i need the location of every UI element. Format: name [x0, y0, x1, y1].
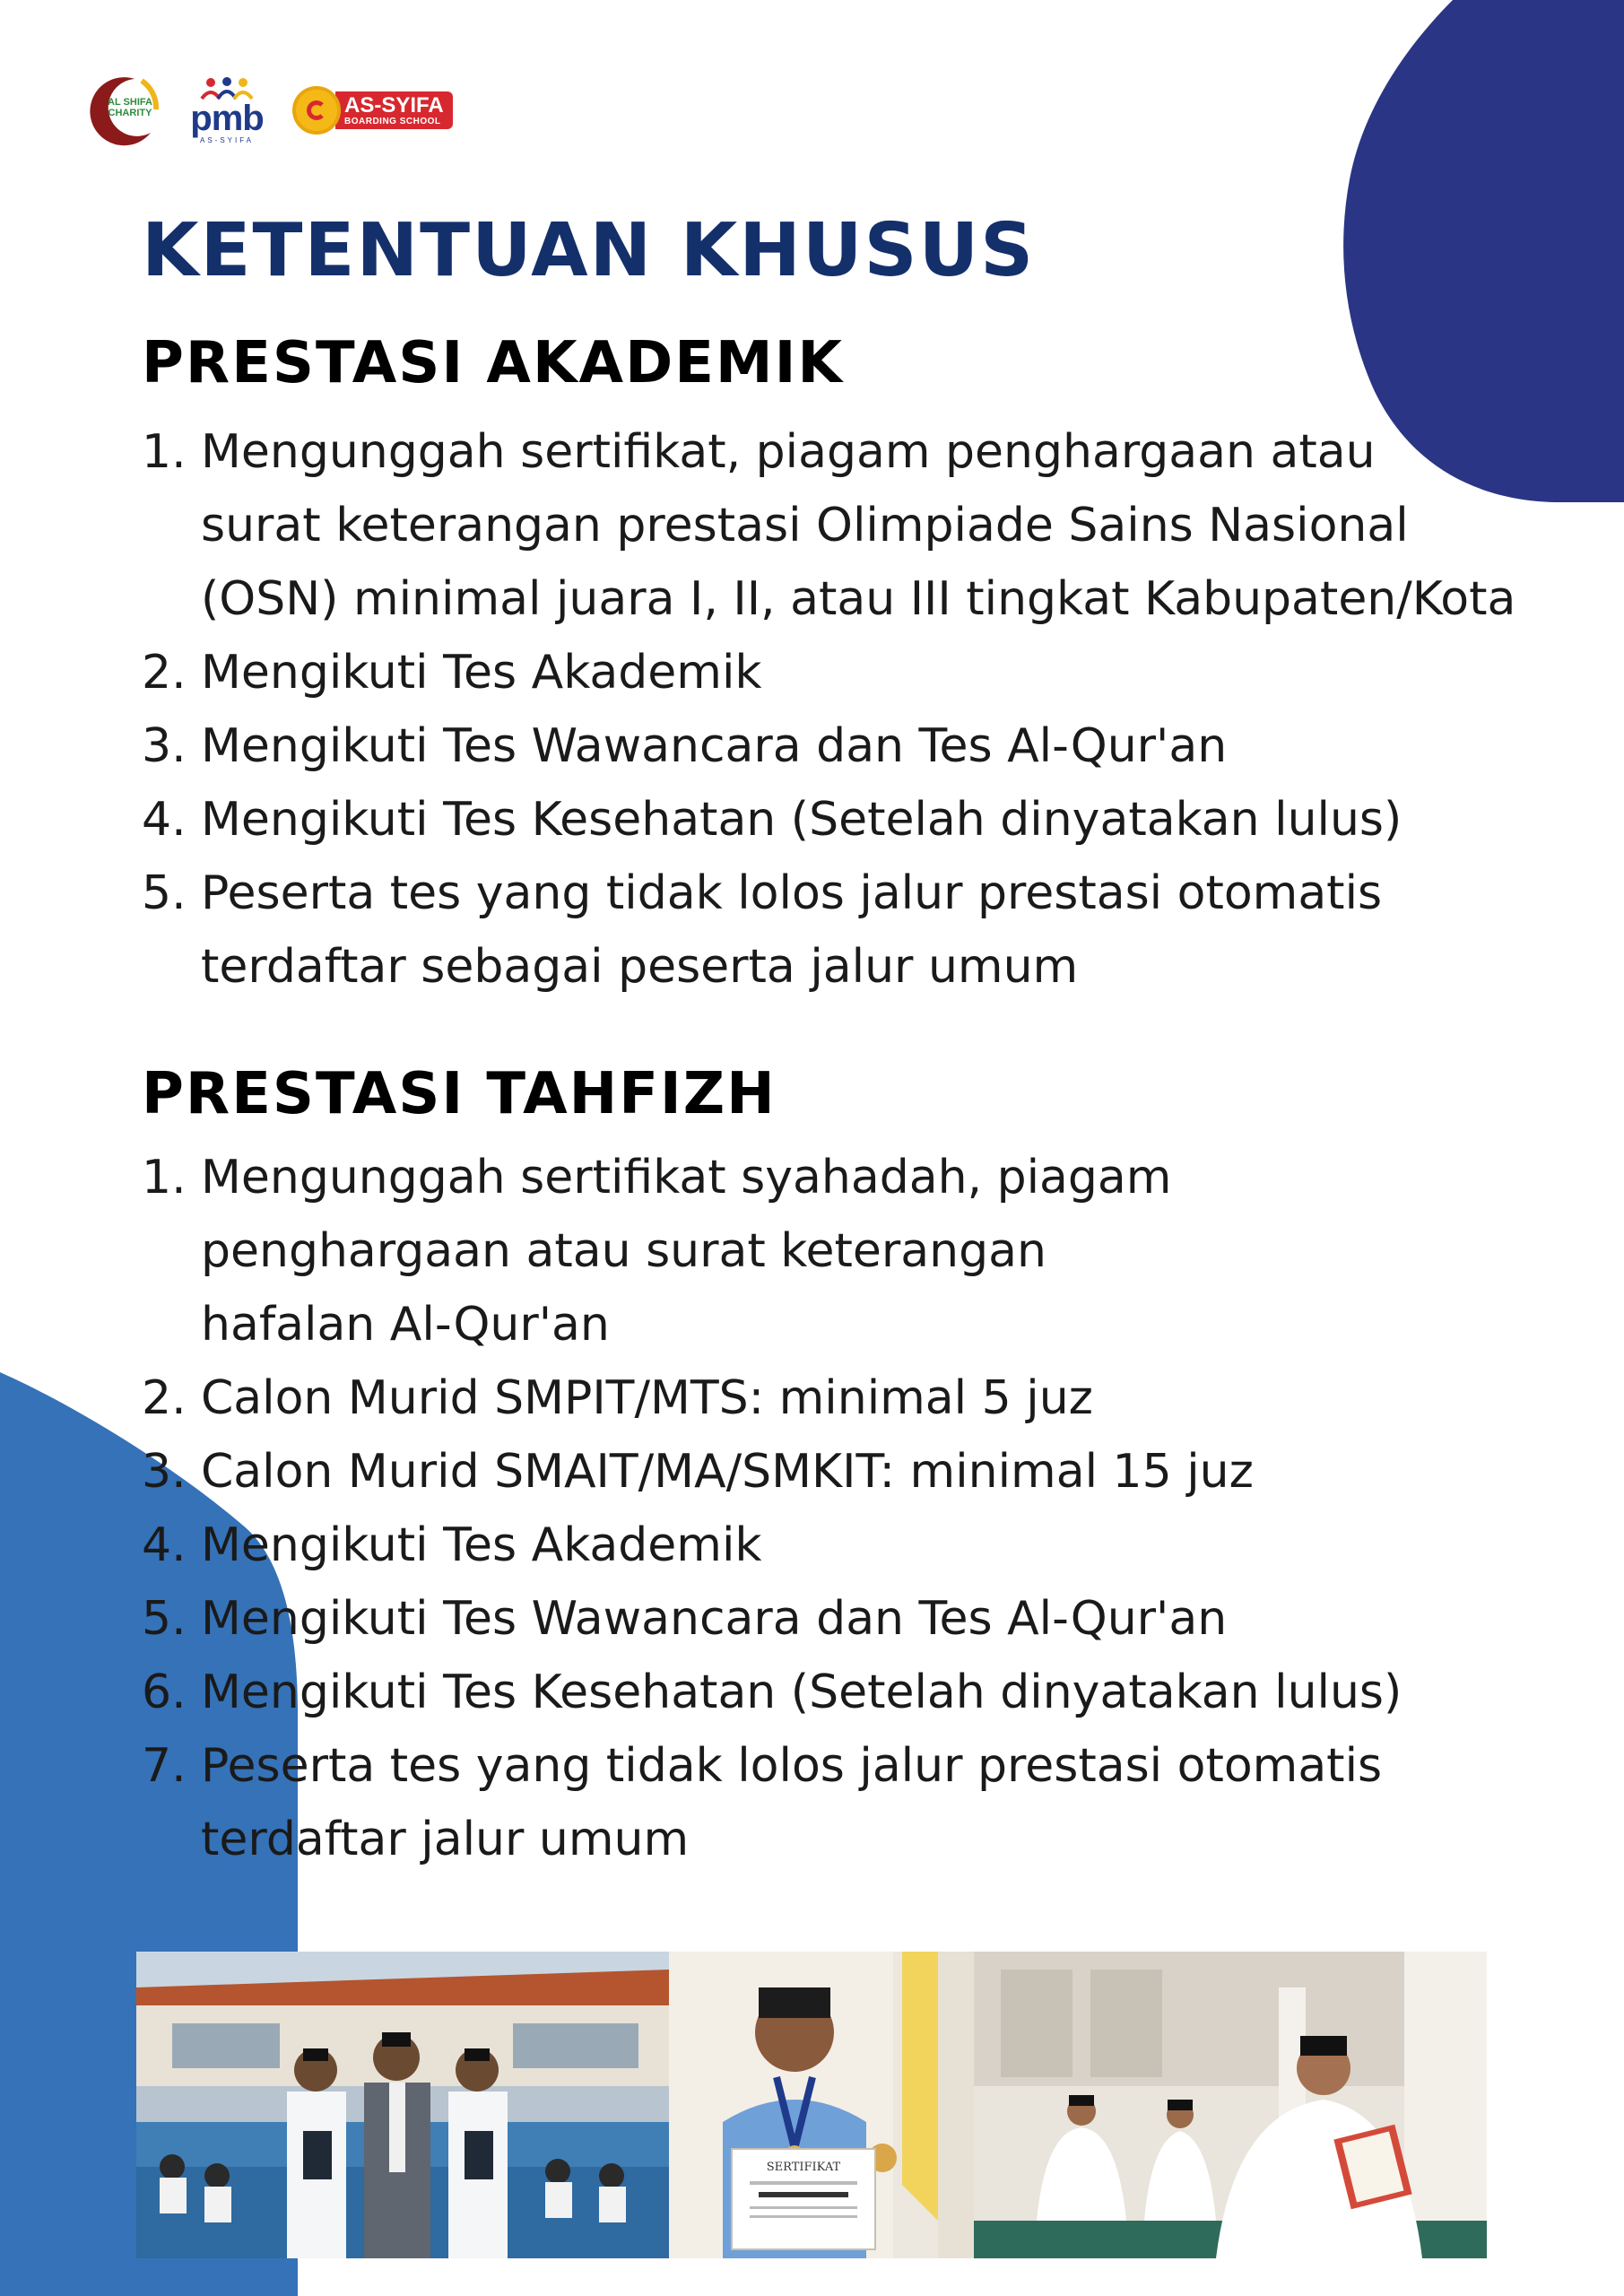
list-item-number: 4. [142, 1518, 187, 1572]
list-item [142, 1361, 1541, 1435]
requirements-list-akademik [142, 415, 1541, 1004]
list-item-text [201, 415, 1541, 636]
section-title-prestasi-tahfizh: PRESTASI TAHFIZH [142, 1061, 777, 1127]
alshifa-charity-logo [88, 74, 161, 147]
list-item-line: Peserta tes yang tidak lolos jalur prestasi otomatis [201, 1739, 1383, 1793]
list-item-line: surat keterangan prestasi Olimpiade Sains Nasional [201, 499, 1409, 552]
list-item-line: Peserta tes yang tidak lolos jalur prestasi otomatis [201, 866, 1383, 920]
list-item-number: 4. [142, 793, 187, 847]
people-icon [191, 77, 263, 100]
assyifa-ribbon [335, 91, 453, 129]
list-item [142, 636, 1541, 709]
photo-student-certificate [669, 1952, 974, 2258]
list-item-number: 3. [142, 1445, 187, 1499]
list-item-line: Calon Murid SMPIT/MTS: minimal 5 juz [201, 1371, 1093, 1425]
list-item-number: 6. [142, 1665, 187, 1719]
list-item-text [201, 1729, 1541, 1876]
list-item-text [201, 1582, 1541, 1656]
list-item-text [201, 709, 1541, 783]
list-item-line: penghargaan atau surat keterangan [201, 1224, 1046, 1278]
list-item [142, 857, 1541, 1004]
list-item-number: 2. [142, 646, 187, 700]
requirements-list-tahfizh [142, 1141, 1541, 1876]
list-item-number: 3. [142, 719, 187, 773]
assyifa-logo-name: AS-SYIFA [344, 93, 444, 117]
section-title-prestasi-akademik: PRESTASI AKADEMIK [142, 330, 844, 396]
photo-students-reading-quran [974, 1952, 1487, 2258]
pmb-logo-subtext: AS-SYIFA [199, 135, 254, 144]
list-item [142, 709, 1541, 783]
list-item [142, 1582, 1541, 1656]
page-title: KETENTUAN KHUSUS [142, 208, 1036, 293]
list-item-line: Calon Murid SMAIT/MA/SMKIT: minimal 15 juz [201, 1445, 1254, 1499]
list-item-text [201, 1435, 1541, 1509]
pmb-logo-text: pmb [190, 98, 264, 138]
list-item-text [201, 857, 1541, 1004]
list-item-line: Mengunggah sertifikat, piagam penghargaan atau [201, 425, 1376, 479]
certificate-title-text: SERTIFIKAT [766, 2161, 841, 2174]
pmb-logo [178, 77, 276, 144]
list-item-number: 2. [142, 1371, 187, 1425]
list-item-number: 5. [142, 866, 187, 920]
list-item [142, 1656, 1541, 1729]
list-item-text [201, 636, 1541, 709]
list-item-text [201, 783, 1541, 857]
list-item-line: Mengikuti Tes Akademik [201, 646, 762, 700]
list-item-line: Mengikuti Tes Wawancara dan Tes Al-Qur'an [201, 1592, 1228, 1646]
list-item-line: (OSN) minimal juara I, II, atau III tingkat Kabupaten/Kota [201, 572, 1516, 626]
list-item-number: 7. [142, 1739, 187, 1793]
list-item-text [201, 1656, 1541, 1729]
list-item-text [201, 1141, 1541, 1361]
list-item [142, 1729, 1541, 1876]
list-item-text [201, 1509, 1541, 1582]
list-item-number: 1. [142, 425, 187, 479]
list-item-line: Mengunggah sertifikat syahadah, piagam [201, 1151, 1172, 1205]
list-item [142, 1141, 1541, 1361]
assyifa-logo-subtext: BOARDING SCHOOL [344, 117, 441, 126]
list-item-line: Mengikuti Tes Kesehatan (Setelah dinyatakan lulus) [201, 793, 1403, 847]
photo-strip [136, 1952, 1487, 2258]
assyifa-emblem-icon [292, 86, 341, 135]
list-item-line: Mengikuti Tes Wawancara dan Tes Al-Qur'an [201, 719, 1228, 773]
logo-bar [88, 70, 453, 151]
list-item-line: Mengikuti Tes Kesehatan (Setelah dinyatakan lulus) [201, 1665, 1403, 1719]
assyifa-boarding-school-logo [292, 86, 453, 135]
list-item-line: terdaftar jalur umum [201, 1813, 690, 1866]
list-item [142, 1509, 1541, 1582]
alshifa-logo-text: AL SHIFA CHARITY [108, 97, 152, 118]
list-item-line: Mengikuti Tes Akademik [201, 1518, 762, 1572]
list-item-number: 5. [142, 1592, 187, 1646]
photo-students-award [136, 1952, 669, 2258]
list-item-line: hafalan Al-Qur'an [201, 1298, 610, 1352]
list-item-number: 1. [142, 1151, 187, 1205]
list-item [142, 415, 1541, 636]
list-item-text [201, 1361, 1541, 1435]
list-item-line: terdaftar sebagai peserta jalur umum [201, 940, 1079, 994]
list-item [142, 783, 1541, 857]
list-item [142, 1435, 1541, 1509]
